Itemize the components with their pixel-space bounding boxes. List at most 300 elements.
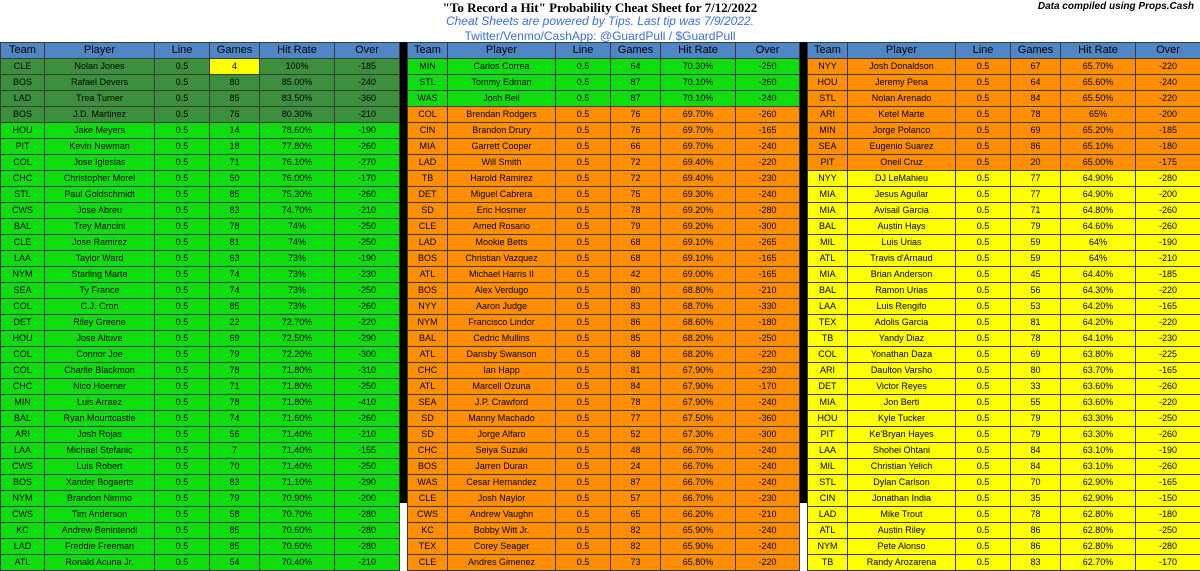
team-cell: MIL [808, 235, 848, 251]
table-row [1, 411, 400, 427]
hit-rate-cell: 71.40% [260, 459, 335, 475]
over-cell: -300 [736, 427, 800, 443]
line-cell: 0.5 [956, 203, 1011, 219]
table-row [408, 267, 800, 283]
hit-rate-cell: 71.60% [260, 411, 335, 427]
column-header: Hit Rate [661, 43, 736, 59]
team-cell: BOS [408, 283, 448, 299]
hit-rate-cell: 67.90% [661, 363, 736, 379]
hit-rate-cell: 63.80% [1061, 347, 1136, 363]
player-cell: Jorge Alfaro [448, 427, 556, 443]
over-cell: -230 [1136, 331, 1200, 347]
player-cell: Jesus Aguilar [848, 187, 956, 203]
games-cell: 77 [611, 411, 661, 427]
games-cell: 66 [611, 139, 661, 155]
table-row [408, 523, 800, 539]
player-cell: Miguel Cabrera [448, 187, 556, 203]
team-cell: LAD [408, 235, 448, 251]
player-cell: Shohei Ohtani [848, 443, 956, 459]
line-cell: 0.5 [155, 59, 210, 75]
over-cell: -190 [1136, 235, 1200, 251]
player-cell: Jon Berti [848, 395, 956, 411]
over-cell: -270 [335, 155, 400, 171]
games-cell: 78 [1011, 507, 1061, 523]
player-cell: Avisail Garcia [848, 203, 956, 219]
hit-rate-cell: 73% [260, 283, 335, 299]
table-row [1, 171, 400, 187]
over-cell: -280 [1136, 539, 1200, 555]
player-cell: Xander Bogaerts [45, 475, 155, 491]
data-source-note: Data compiled using Props.Cash [1038, 1, 1194, 12]
team-cell: HOU [1, 331, 45, 347]
team-cell: LAA [808, 443, 848, 459]
over-cell: -225 [1136, 347, 1200, 363]
column-header: Player [848, 43, 956, 59]
sheet-title: "To Record a Hit" Probability Cheat Sheet for 7/12/2022 [0, 1, 1200, 15]
hit-rate-cell: 63.30% [1061, 411, 1136, 427]
table-row [408, 251, 800, 267]
column-header: Team [808, 43, 848, 59]
games-cell: 76 [611, 107, 661, 123]
player-cell: Corey Seager [448, 539, 556, 555]
games-cell: 68 [611, 235, 661, 251]
over-cell: -330 [736, 299, 800, 315]
team-cell: LAD [1, 539, 45, 555]
line-cell: 0.5 [155, 107, 210, 123]
player-cell: Eugenio Suarez [848, 139, 956, 155]
over-cell: -250 [1136, 523, 1200, 539]
over-cell: -250 [736, 59, 800, 75]
games-cell: 79 [1011, 219, 1061, 235]
table-row [808, 235, 1200, 251]
player-cell: Ke'Bryan Hayes [848, 427, 956, 443]
hit-rate-cell: 63.70% [1061, 363, 1136, 379]
games-cell: 78 [210, 219, 260, 235]
player-cell: Brandon Nimmo [45, 491, 155, 507]
cheat-sheet-table-2 [407, 42, 800, 571]
over-cell: -260 [1136, 219, 1200, 235]
table-row [808, 475, 1200, 491]
over-cell: -250 [736, 331, 800, 347]
games-cell: 22 [210, 315, 260, 331]
line-cell: 0.5 [556, 427, 611, 443]
line-cell: 0.5 [556, 107, 611, 123]
games-cell: 85 [210, 539, 260, 555]
team-cell: HOU [808, 75, 848, 91]
hit-rate-cell: 70.30% [661, 59, 736, 75]
line-cell: 0.5 [556, 91, 611, 107]
games-cell: 45 [1011, 267, 1061, 283]
games-cell: 84 [611, 379, 661, 395]
player-cell: Daulton Varsho [848, 363, 956, 379]
player-cell: Austin Riley [848, 523, 956, 539]
player-cell: Garrett Cooper [448, 139, 556, 155]
games-cell: 71 [210, 155, 260, 171]
over-cell: -260 [1136, 203, 1200, 219]
hit-rate-cell: 63.60% [1061, 395, 1136, 411]
line-cell: 0.5 [155, 251, 210, 267]
hit-rate-cell: 68.80% [661, 283, 736, 299]
table-row [808, 107, 1200, 123]
hit-rate-cell: 74.70% [260, 203, 335, 219]
header-row [1, 43, 400, 59]
table-row [408, 475, 800, 491]
games-cell: 70 [210, 459, 260, 475]
over-cell: -220 [736, 155, 800, 171]
line-cell: 0.5 [956, 507, 1011, 523]
over-cell: -260 [1136, 427, 1200, 443]
table-row [408, 491, 800, 507]
games-cell: 76 [611, 123, 661, 139]
team-cell: SEA [408, 395, 448, 411]
table-row [408, 363, 800, 379]
panel-separator [399, 42, 407, 503]
line-cell: 0.5 [956, 235, 1011, 251]
team-cell: COL [1, 155, 45, 171]
hit-rate-cell: 69.20% [661, 219, 736, 235]
team-cell: SD [408, 411, 448, 427]
over-cell: -360 [736, 411, 800, 427]
table-row [1, 187, 400, 203]
hit-rate-cell: 64.40% [1061, 267, 1136, 283]
over-cell: -165 [1136, 475, 1200, 491]
hit-rate-cell: 78.60% [260, 123, 335, 139]
column-header: Over [736, 43, 800, 59]
games-cell: 78 [611, 395, 661, 411]
hit-rate-cell: 70.60% [260, 523, 335, 539]
hit-rate-cell: 63.60% [1061, 379, 1136, 395]
games-cell: 71 [210, 379, 260, 395]
over-cell: -165 [736, 251, 800, 267]
table-row [408, 443, 800, 459]
team-cell: WAS [408, 475, 448, 491]
team-cell: BOS [1, 75, 45, 91]
table-row [1, 395, 400, 411]
line-cell: 0.5 [956, 379, 1011, 395]
table-row [808, 347, 1200, 363]
line-cell: 0.5 [956, 155, 1011, 171]
team-cell: STL [808, 475, 848, 491]
line-cell: 0.5 [956, 267, 1011, 283]
hit-rate-cell: 67.90% [661, 395, 736, 411]
line-cell: 0.5 [556, 411, 611, 427]
games-cell: 83 [611, 299, 661, 315]
table-row [808, 491, 1200, 507]
player-cell: Nico Hoerner [45, 379, 155, 395]
team-cell: MIA [408, 139, 448, 155]
player-cell: J.D. Martinez [45, 107, 155, 123]
hit-rate-cell: 71.40% [260, 427, 335, 443]
line-cell: 0.5 [556, 475, 611, 491]
player-cell: Kyle Tucker [848, 411, 956, 427]
over-cell: -210 [736, 283, 800, 299]
games-cell: 85 [210, 91, 260, 107]
over-cell: -250 [335, 235, 400, 251]
team-cell: MIN [408, 59, 448, 75]
table-row [408, 427, 800, 443]
player-cell: Jose Altuve [45, 331, 155, 347]
team-cell: PIT [808, 427, 848, 443]
games-cell: 84 [1011, 443, 1061, 459]
games-cell: 72 [611, 155, 661, 171]
over-cell: -280 [736, 203, 800, 219]
games-cell: 53 [1011, 299, 1061, 315]
line-cell: 0.5 [155, 283, 210, 299]
team-cell: TB [808, 555, 848, 571]
games-cell: 84 [1011, 459, 1061, 475]
line-cell: 0.5 [556, 75, 611, 91]
player-cell: Josh Bell [448, 91, 556, 107]
line-cell: 0.5 [556, 523, 611, 539]
table-row [408, 187, 800, 203]
player-cell: Jake Meyers [45, 123, 155, 139]
hit-rate-cell: 63.10% [1061, 459, 1136, 475]
over-cell: -220 [1136, 315, 1200, 331]
column-header: Hit Rate [1061, 43, 1136, 59]
hit-rate-cell: 72.20% [260, 347, 335, 363]
hit-rate-cell: 70.10% [661, 75, 736, 91]
line-cell: 0.5 [556, 539, 611, 555]
table-row [808, 75, 1200, 91]
line-cell: 0.5 [956, 555, 1011, 571]
line-cell: 0.5 [155, 363, 210, 379]
over-cell: -240 [736, 443, 800, 459]
table-row [808, 363, 1200, 379]
over-cell: -250 [1136, 411, 1200, 427]
over-cell: -220 [1136, 283, 1200, 299]
line-cell: 0.5 [556, 59, 611, 75]
over-cell: -280 [335, 523, 400, 539]
player-cell: Ronald Acuna Jr. [45, 555, 155, 571]
player-cell: Josh Rojas [45, 427, 155, 443]
line-cell: 0.5 [155, 171, 210, 187]
games-cell: 69 [210, 331, 260, 347]
player-cell: Nolan Jones [45, 59, 155, 75]
cheat-sheet-table-1 [0, 42, 400, 571]
games-cell: 70 [1011, 475, 1061, 491]
column-header: Over [1136, 43, 1200, 59]
games-cell: 81 [1011, 315, 1061, 331]
hit-rate-cell: 76.10% [260, 155, 335, 171]
player-cell: Jose Abreu [45, 203, 155, 219]
over-cell: -260 [736, 75, 800, 91]
table-row [808, 331, 1200, 347]
over-cell: -230 [335, 267, 400, 283]
hit-rate-cell: 64.30% [1061, 283, 1136, 299]
team-cell: COL [1, 363, 45, 379]
player-cell: Dylan Carlson [848, 475, 956, 491]
team-cell: ATL [408, 379, 448, 395]
table-row [408, 123, 800, 139]
line-cell: 0.5 [956, 395, 1011, 411]
team-cell: DET [808, 379, 848, 395]
team-cell: CLE [408, 219, 448, 235]
games-cell: 54 [210, 555, 260, 571]
table-row [1, 475, 400, 491]
player-cell: Andres Gimenez [448, 555, 556, 571]
team-cell: MIA [808, 203, 848, 219]
hit-rate-cell: 70.90% [260, 491, 335, 507]
team-cell: CWS [1, 203, 45, 219]
player-cell: Jose Iglesias [45, 155, 155, 171]
player-cell: Pete Alonso [848, 539, 956, 555]
line-cell: 0.5 [556, 171, 611, 187]
player-cell: Jonathan India [848, 491, 956, 507]
games-cell: 64 [1011, 75, 1061, 91]
hit-rate-cell: 72.50% [260, 331, 335, 347]
games-cell: 69 [1011, 123, 1061, 139]
player-cell: Christian Yelich [848, 459, 956, 475]
team-cell: WAS [408, 91, 448, 107]
table-row [1, 235, 400, 251]
hit-rate-cell: 62.70% [1061, 555, 1136, 571]
games-cell: 73 [611, 555, 661, 571]
over-cell: -240 [736, 539, 800, 555]
line-cell: 0.5 [155, 235, 210, 251]
line-cell: 0.5 [556, 555, 611, 571]
team-cell: CIN [808, 491, 848, 507]
player-cell: Cedric Mullins [448, 331, 556, 347]
team-cell: COL [408, 107, 448, 123]
over-cell: -150 [1136, 491, 1200, 507]
hit-rate-cell: 65.10% [1061, 139, 1136, 155]
player-cell: Christopher Morel [45, 171, 155, 187]
line-cell: 0.5 [956, 347, 1011, 363]
hit-rate-cell: 70.70% [260, 507, 335, 523]
games-cell: 24 [611, 459, 661, 475]
hit-rate-cell: 71.10% [260, 475, 335, 491]
line-cell: 0.5 [556, 315, 611, 331]
table-row [808, 555, 1200, 571]
hit-rate-cell: 68.60% [661, 315, 736, 331]
hit-rate-cell: 76.00% [260, 171, 335, 187]
player-cell: Riley Greene [45, 315, 155, 331]
line-cell: 0.5 [556, 299, 611, 315]
games-cell: 86 [1011, 139, 1061, 155]
over-cell: -300 [335, 347, 400, 363]
hit-rate-cell: 64.20% [1061, 315, 1136, 331]
hit-rate-cell: 66.20% [661, 507, 736, 523]
line-cell: 0.5 [155, 123, 210, 139]
line-cell: 0.5 [956, 331, 1011, 347]
team-cell: PIT [1, 139, 45, 155]
hit-rate-cell: 83.50% [260, 91, 335, 107]
over-cell: -280 [335, 507, 400, 523]
player-cell: Charlie Blackmon [45, 363, 155, 379]
games-cell: 78 [611, 203, 661, 219]
player-cell: Ian Happ [448, 363, 556, 379]
hit-rate-cell: 71.80% [260, 395, 335, 411]
line-cell: 0.5 [956, 59, 1011, 75]
line-cell: 0.5 [556, 219, 611, 235]
team-cell: NYM [408, 315, 448, 331]
over-cell: -190 [335, 251, 400, 267]
player-cell: Luis Arraez [45, 395, 155, 411]
over-cell: -185 [335, 59, 400, 75]
table-row [1, 283, 400, 299]
hit-rate-cell: 62.80% [1061, 523, 1136, 539]
team-cell: ATL [808, 523, 848, 539]
over-cell: -230 [736, 491, 800, 507]
table-row [1, 491, 400, 507]
over-cell: -210 [335, 555, 400, 571]
table-row [408, 171, 800, 187]
team-cell: LAD [808, 507, 848, 523]
table-row [1, 123, 400, 139]
hit-rate-cell: 69.70% [661, 107, 736, 123]
table-row [1, 539, 400, 555]
over-cell: -210 [335, 203, 400, 219]
hit-rate-cell: 64.10% [1061, 331, 1136, 347]
header-row [808, 43, 1200, 59]
player-cell: Francisco Lindor [448, 315, 556, 331]
table-row [808, 427, 1200, 443]
over-cell: -360 [335, 91, 400, 107]
table-row [408, 459, 800, 475]
player-cell: Trey Mancini [45, 219, 155, 235]
panel-separator [799, 42, 807, 503]
player-cell: Tim Anderson [45, 507, 155, 523]
team-cell: BOS [1, 107, 45, 123]
team-cell: MIL [808, 459, 848, 475]
table-row [1, 315, 400, 331]
team-cell: LAD [1, 91, 45, 107]
table-row [408, 219, 800, 235]
player-cell: Eric Hosmer [448, 203, 556, 219]
table-row [1, 507, 400, 523]
player-cell: Victor Reyes [848, 379, 956, 395]
team-cell: LAA [808, 299, 848, 315]
over-cell: -180 [1136, 507, 1200, 523]
column-header: Games [611, 43, 661, 59]
player-cell: Nolan Arenado [848, 91, 956, 107]
games-cell: 48 [611, 443, 661, 459]
team-cell: CLE [408, 555, 448, 571]
games-cell: 72 [611, 171, 661, 187]
games-cell: 87 [611, 91, 661, 107]
player-cell: Trea Turner [45, 91, 155, 107]
cheat-sheet-table-3 [807, 42, 1200, 571]
hit-rate-cell: 64% [1061, 235, 1136, 251]
line-cell: 0.5 [556, 251, 611, 267]
line-cell: 0.5 [155, 299, 210, 315]
player-cell: Andrew Benintendi [45, 523, 155, 539]
player-cell: Kevin Newman [45, 139, 155, 155]
table-row [408, 283, 800, 299]
player-cell: Brendan Rodgers [448, 107, 556, 123]
team-cell: ATL [408, 267, 448, 283]
table-row [1, 75, 400, 91]
line-cell: 0.5 [956, 299, 1011, 315]
team-cell: LAA [1, 443, 45, 459]
games-cell: 80 [611, 283, 661, 299]
games-cell: 79 [1011, 411, 1061, 427]
table-row [1, 139, 400, 155]
games-cell: 74 [210, 411, 260, 427]
hit-rate-cell: 72.70% [260, 315, 335, 331]
team-cell: MIN [808, 123, 848, 139]
team-cell: ARI [808, 107, 848, 123]
line-cell: 0.5 [155, 75, 210, 91]
games-cell: 74 [210, 283, 260, 299]
player-cell: Mike Trout [848, 507, 956, 523]
over-cell: -220 [1136, 395, 1200, 411]
player-cell: Jeremy Pena [848, 75, 956, 91]
line-cell: 0.5 [155, 523, 210, 539]
player-cell: Paul Goldschmidt [45, 187, 155, 203]
hit-rate-cell: 63.10% [1061, 443, 1136, 459]
table-row [1, 155, 400, 171]
